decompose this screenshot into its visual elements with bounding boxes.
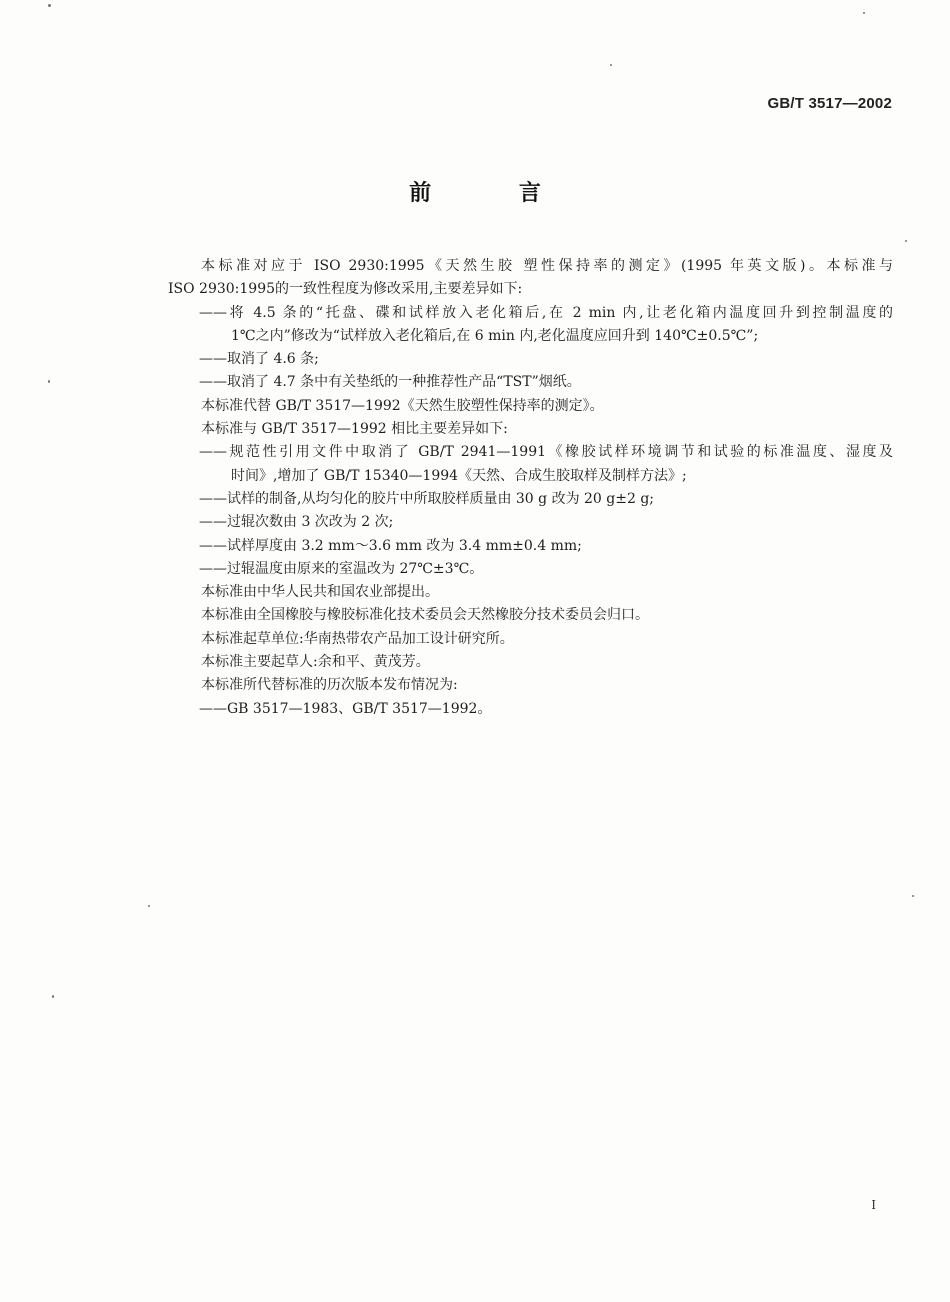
scan-speck [863, 12, 865, 14]
paragraph-line: 本标准由中华人民共和国农业部提出。 [201, 584, 439, 601]
scan-speck [905, 240, 907, 242]
paragraph-line: 本标准代替 GB/T 3517—1992《天然生胶塑性保持率的测定》。 [201, 397, 604, 414]
list-item-continuation: 1℃之内”修改为“试样放入老化箱后,在 6 min 内,老化温度应回升到 140℃±0.5℃”; [231, 327, 759, 344]
standard-number: GB/T 3517—2002 [767, 95, 892, 112]
list-item: ——试样厚度由 3.2 mm～3.6 mm 改为 3.4 mm±0.4 mm; [199, 537, 582, 554]
list-item: ——规范性引用文件中取消了 GB/T 2941—1991《橡胶试样环境调节和试验的标准温度、湿度及 [199, 444, 893, 461]
list-item: ——取消了 4.6 条; [199, 351, 319, 368]
list-item: ——试样的制备,从均匀化的胶片中所取胶样质量由 30 g 改为 20 g±2 g; [199, 490, 655, 507]
scan-speck [148, 905, 150, 907]
paragraph-line: 本标准起草单位:华南热带农产品加工设计研究所。 [201, 630, 514, 647]
list-item: ——取消了 4.7 条中有关垫纸的一种推荐性产品“TST”烟纸。 [199, 374, 581, 391]
list-item: ——过辊次数由 3 次改为 2 次; [199, 514, 394, 531]
scan-speck [912, 895, 914, 897]
page-number: I [871, 1198, 876, 1212]
scan-speck [48, 380, 50, 383]
paragraph-line: ISO 2930:1995的一致性程度为修改采用,主要差异如下: [168, 281, 523, 298]
page-title: 前 言 [409, 181, 581, 206]
paragraph-line: 本标准对应于 ISO 2930:1995《天然生胶 塑性保持率的测定》(1995 年英文版)。本标准与 [201, 258, 893, 274]
list-item: ——GB 3517—1983、GB/T 3517—1992。 [199, 700, 492, 717]
list-item-continuation: 时间》,增加了 GB/T 15340—1994《天然、合成生胶取样及制样方法》; [231, 467, 687, 484]
paragraph-line: 本标准与 GB/T 3517—1992 相比主要差异如下: [201, 421, 508, 438]
foreword-body [168, 255, 893, 721]
paragraph-line: 本标准主要起草人:余和平、黄茂芳。 [201, 654, 430, 671]
paragraph-line: 本标准由全国橡胶与橡胶标准化技术委员会天然橡胶分技术委员会归口。 [201, 607, 649, 624]
list-item: ——将 4.5 条的“托盘、碟和试样放入老化箱后,在 2 min 内,让老化箱内温度回升到控制温度的 [199, 304, 893, 321]
list-item: ——过辊温度由原来的室温改为 27℃±3℃。 [199, 560, 484, 577]
scan-speck [52, 995, 54, 998]
scan-speck [610, 64, 612, 66]
scan-speck [48, 4, 51, 7]
paragraph-line: 本标准所代替标准的历次版本发布情况为: [201, 677, 458, 694]
